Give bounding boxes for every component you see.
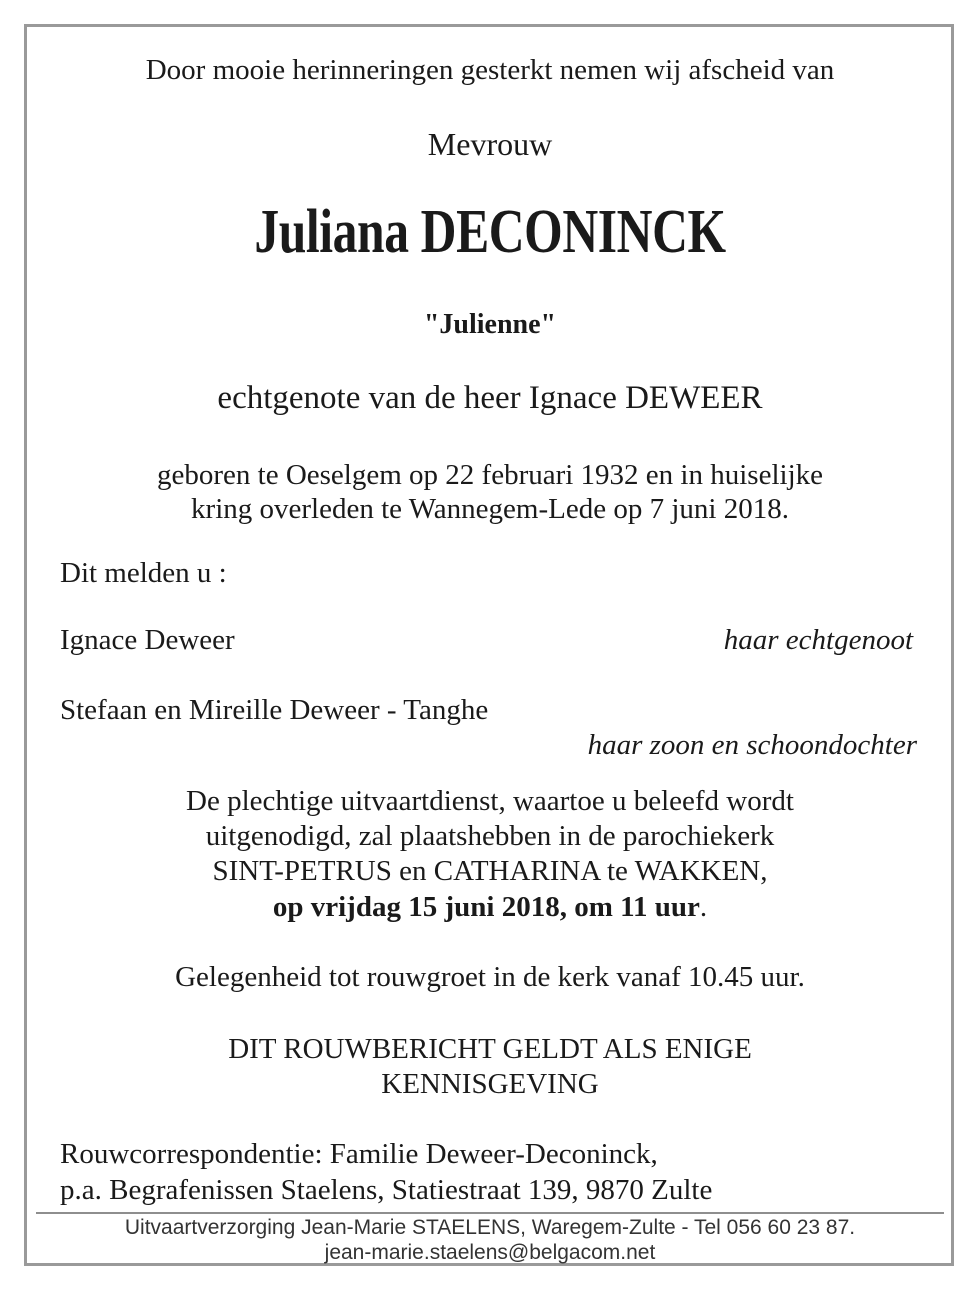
deceased-name: Juliana DECONINCK (254, 198, 726, 266)
condolence-line: Gelegenheid tot rouwgroet in de kerk vanaf 10.45 uur. (175, 961, 805, 993)
family-member-name: Stefaan en Mireille Deweer - Tanghe (60, 694, 489, 726)
service-date-period: . (699, 891, 708, 923)
birth-line-1: geboren te Oeselgem op 22 februari 1932 en in huiselijke (157, 459, 823, 491)
family-member-relation: haar zoon en schoondochter (587, 729, 917, 761)
family-member-name: Ignace Deweer (60, 624, 235, 656)
footer-email[interactable]: jean-marie.staelens@belgacom.net (324, 1241, 656, 1264)
correspondence-line-1: Rouwcorrespondentie: Familie Deweer-Deconinck, (60, 1138, 658, 1170)
notice-line-1: DIT ROUWBERICHT GELDT ALS ENIGE (228, 1033, 752, 1065)
family-member-relation: haar echtgenoot (723, 624, 913, 656)
footer-divider (36, 1212, 944, 1214)
title-text: Mevrouw (427, 126, 553, 162)
service-line-2: uitgenodigd, zal plaatshebben in de parochiekerk (205, 820, 775, 852)
service-line-3: SINT-PETRUS en CATHARINA te WAKKEN, (212, 855, 768, 887)
service-date-line (0, 891, 980, 924)
service-date: op vrijdag 15 juni 2018, om 11 uur (272, 891, 700, 923)
birth-line-2: kring overleden te Wannegem-Lede op 7 juni 2018. (191, 493, 789, 525)
announcers-intro: Dit melden u : (60, 557, 227, 589)
intro-text: Door mooie herinneringen gesterkt nemen wij afscheid van (145, 54, 835, 86)
correspondence-line-2: p.a. Begrafenissen Staelens, Statiestraat 139, 9870 Zulte (60, 1174, 713, 1206)
notice-line-2: KENNISGEVING (381, 1068, 599, 1100)
footer-company: Uitvaartverzorging Jean-Marie STAELENS, Waregem-Zulte - Tel 056 60 23 87. (124, 1216, 856, 1239)
nickname: "Julienne" (423, 309, 557, 340)
service-line-1: De plechtige uitvaartdienst, waartoe u beleefd wordt (186, 785, 794, 817)
spouse-line: echtgenote van de heer Ignace DEWEER (217, 380, 763, 416)
